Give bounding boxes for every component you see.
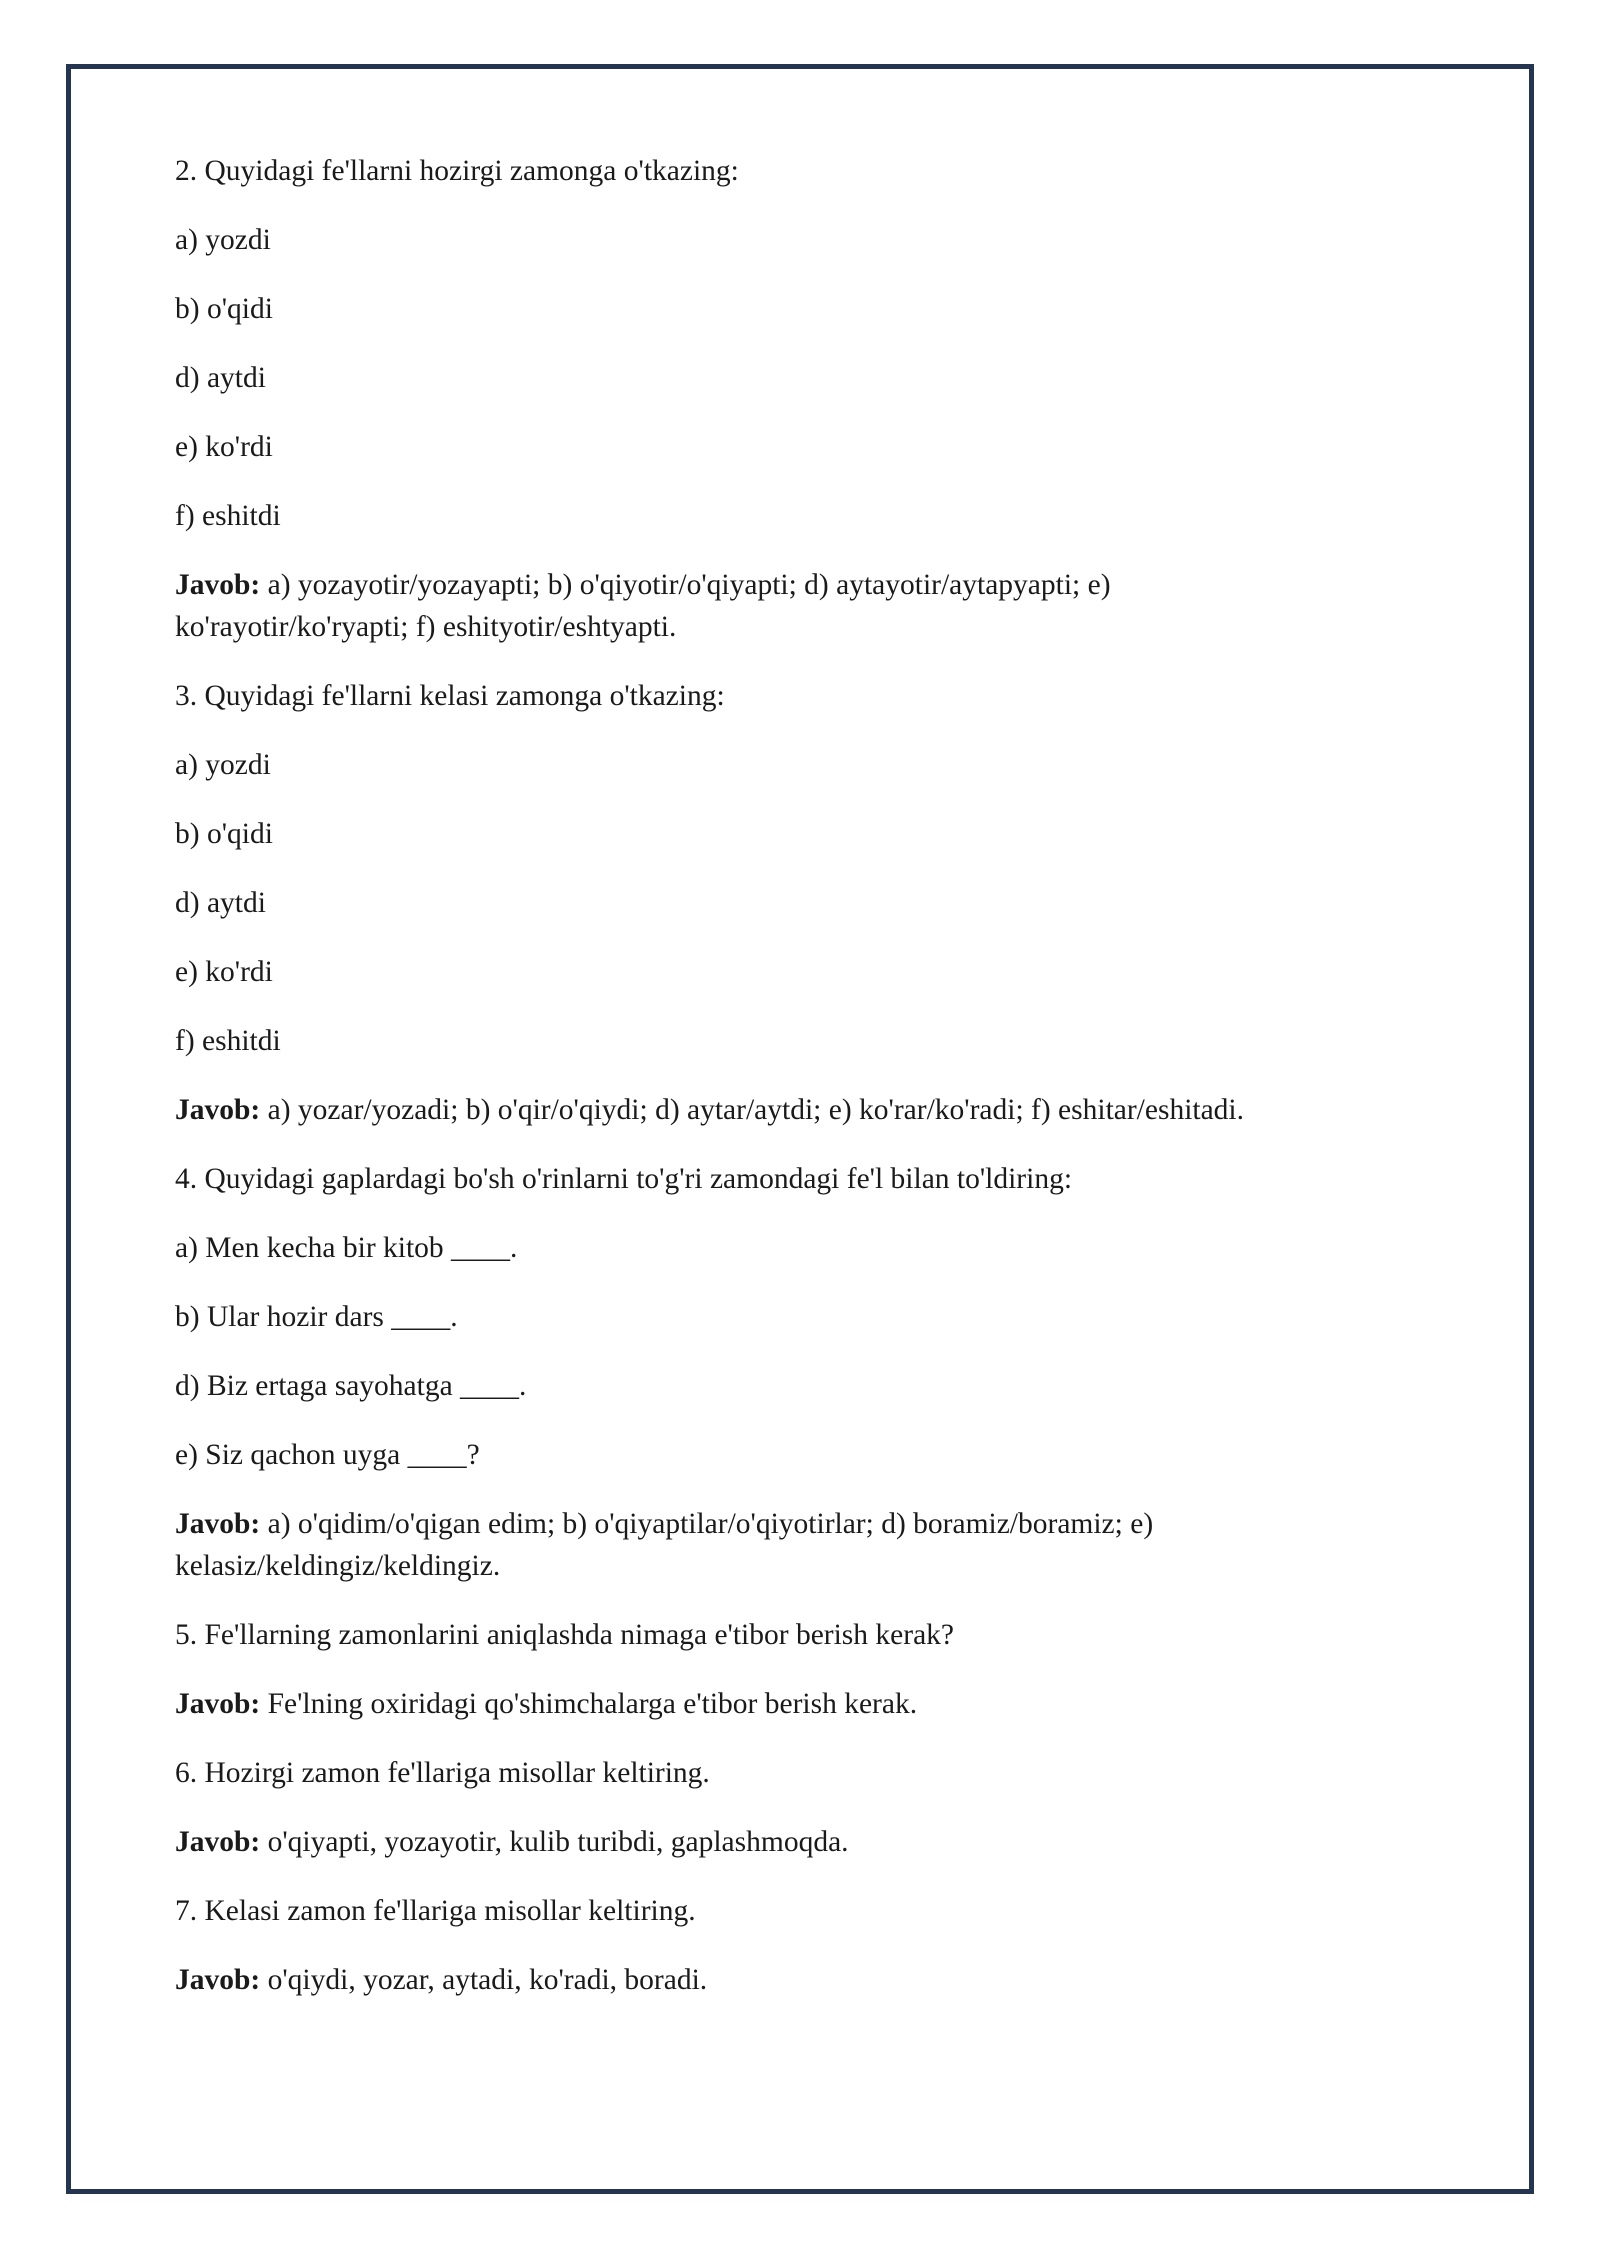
q2-answer-text-1: a) yozayotir/yozayapti; b) o'qiyotir/o'qiyapti; d) aytayotir/aytapyapti; e): [260, 569, 1111, 601]
question-5: 5. Fe'llarning zamonlarini aniqlashda nimaga e'tibor berish kerak?: [175, 1619, 955, 1651]
q4-item-d: d) Biz ertaga sayohatga ____.: [175, 1370, 527, 1402]
q3-item-a: a) yozdi: [175, 749, 271, 781]
q4-answer: [175, 1503, 1405, 1587]
q2-item-e: e) ko'rdi: [175, 431, 273, 463]
q7-answer: [175, 1959, 1405, 2001]
q2-item-a: a) yozdi: [175, 224, 271, 256]
answer-label: Javob:: [175, 1964, 261, 1996]
q2-answer-text-2: ko'rayotir/ko'ryapti; f) eshityotir/eshtyapti.: [175, 611, 677, 643]
question-6: 6. Hozirgi zamon fe'llariga misollar keltiring.: [175, 1757, 710, 1789]
q4-answer-text-2: kelasiz/keldingiz/keldingiz.: [175, 1550, 501, 1582]
q3-item-b: b) o'qidi: [175, 818, 273, 850]
question-4: 4. Quyidagi gaplardagi bo'sh o'rinlarni to'g'ri zamondagi fe'l bilan to'ldiring:: [175, 1163, 1073, 1195]
q6-answer: [175, 1821, 1405, 1863]
answer-label: Javob:: [175, 1094, 261, 1126]
answer-label: Javob:: [175, 1688, 261, 1720]
q3-answer: [175, 1089, 1405, 1131]
q6-answer-text: o'qiyapti, yozayotir, kulib turibdi, gaplashmoqda.: [260, 1826, 849, 1858]
q3-item-f: f) eshitdi: [175, 1025, 281, 1057]
q5-answer-text: Fe'lning oxiridagi qo'shimchalarga e'tibor berish kerak.: [260, 1688, 918, 1720]
question-3: 3. Quyidagi fe'llarni kelasi zamonga o'tkazing:: [175, 680, 725, 712]
q2-item-f: f) eshitdi: [175, 500, 281, 532]
answer-label: Javob:: [175, 1826, 261, 1858]
q7-answer-text: o'qiydi, yozar, aytadi, ko'radi, boradi.: [260, 1964, 708, 1996]
q4-item-a: a) Men kecha bir kitob ____.: [175, 1232, 518, 1264]
document-body: [175, 150, 1405, 2028]
q4-answer-text-1: a) o'qidim/o'qigan edim; b) o'qiyaptilar/o'qiyotirlar; d) boramiz/boramiz; e): [260, 1508, 1154, 1540]
answer-label: Javob:: [175, 569, 261, 601]
q2-item-d: d) aytdi: [175, 362, 266, 394]
q4-item-e: e) Siz qachon uyga ____?: [175, 1439, 480, 1471]
answer-label: Javob:: [175, 1508, 261, 1540]
q3-item-e: e) ko'rdi: [175, 956, 273, 988]
q3-item-d: d) aytdi: [175, 887, 266, 919]
q2-item-b: b) o'qidi: [175, 293, 273, 325]
q3-answer-text: a) yozar/yozadi; b) o'qir/o'qiydi; d) aytar/aytdi; e) ko'rar/ko'radi; f) eshitar/eshitadi.: [260, 1094, 1245, 1126]
q2-answer: [175, 564, 1405, 648]
question-7: 7. Kelasi zamon fe'llariga misollar keltiring.: [175, 1895, 696, 1927]
q4-item-b: b) Ular hozir dars ____.: [175, 1301, 458, 1333]
question-2: 2. Quyidagi fe'llarni hozirgi zamonga o'tkazing:: [175, 155, 739, 187]
q5-answer: [175, 1683, 1405, 1725]
